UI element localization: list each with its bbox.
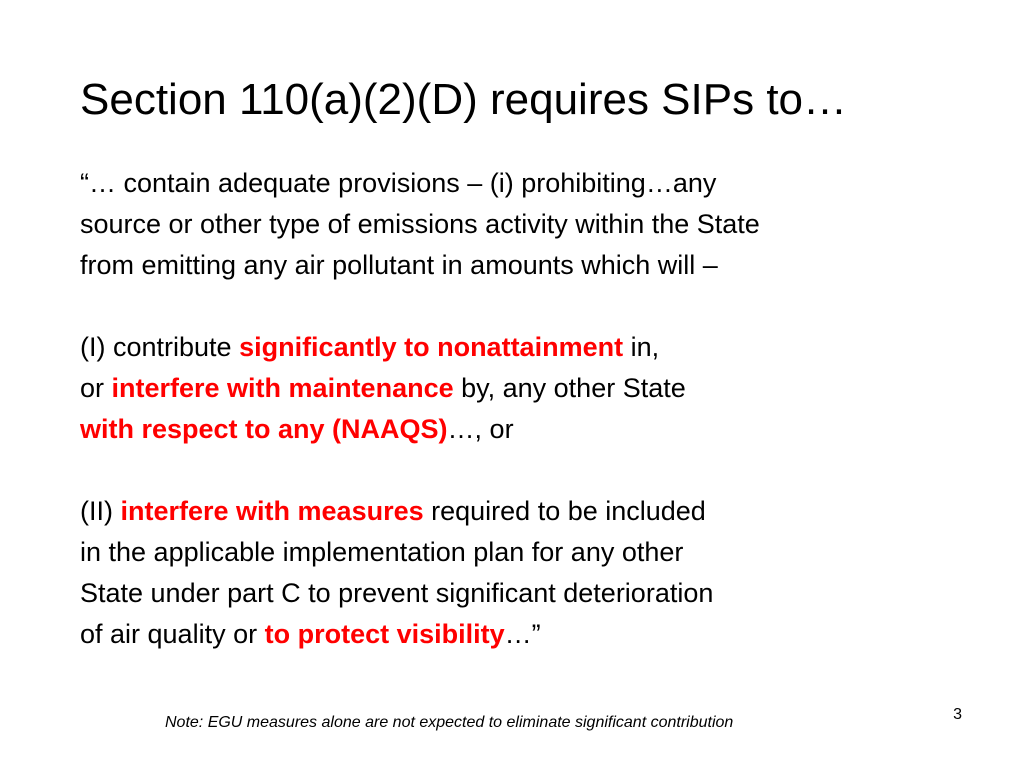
clause-i-line-3-suffix: …, or [447,414,514,444]
slide-number: 3 [953,706,962,723]
clause-ii-line-2: in the applicable implementation plan for any other [80,537,684,567]
intro-line-2: source or other type of emissions activity within the State [80,209,760,239]
slide-title: Section 110(a)(2)(D) requires SIPs to… [80,75,848,124]
clause-ii-line-4 [80,614,980,655]
clause-i-line-2-prefix: or [80,373,112,403]
emphasis-to-protect-visibility: to protect visibility [264,619,505,649]
footnote: Note: EGU measures alone are not expected to eliminate significant contribution [165,714,734,731]
clause-i-paragraph [80,327,980,450]
clause-ii-line-1 [80,491,980,532]
paragraph-spacer [80,286,980,327]
clause-ii-line-3: State under part C to prevent significant deterioration [80,578,714,608]
clause-i-line-2 [80,368,980,409]
clause-i-line-2-suffix: by, any other State [453,373,686,403]
clause-i-prefix: (I) contribute [80,332,240,362]
emphasis-interfere-with-maintenance: interfere with maintenance [111,373,454,403]
intro-line-1: “… contain adequate provisions – (i) prohibiting…any [80,168,717,198]
clause-i-line-1 [80,327,980,368]
clause-i-line-3 [80,409,980,450]
intro-paragraph [80,163,980,286]
clause-i-line-1-suffix: in, [623,332,660,362]
clause-ii-prefix: (II) [80,496,121,526]
emphasis-significantly-to-nonattainment: significantly to nonattainment [239,332,624,362]
quoted-statute [80,163,980,655]
emphasis-interfere-with-measures: interfere with measures [120,496,424,526]
intro-line-3: from emitting any air pollutant in amounts which will – [80,250,718,280]
clause-ii-line-4-suffix: …” [504,619,541,649]
emphasis-with-respect-to-naaqs: with respect to any (NAAQS) [80,414,448,444]
clause-ii-line-4-prefix: of air quality or [80,619,265,649]
paragraph-spacer [80,450,980,491]
clause-ii-line-1-suffix: required to be included [423,496,706,526]
clause-ii-paragraph [80,491,980,655]
